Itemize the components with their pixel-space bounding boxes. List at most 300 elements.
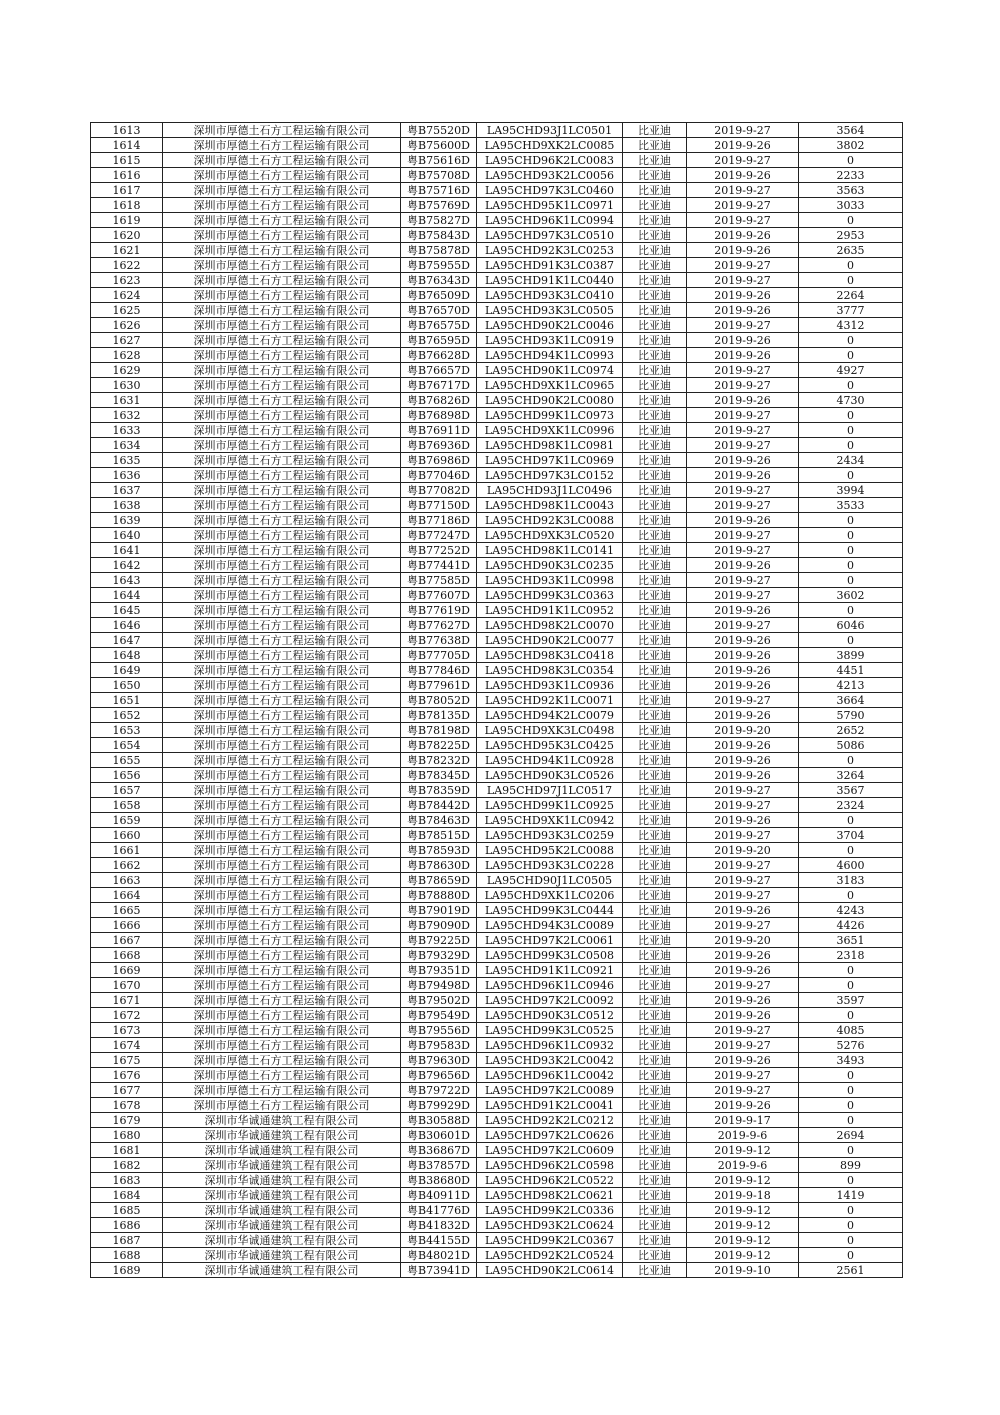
brand-cell: 比亚迪 bbox=[623, 753, 687, 768]
plate-cell: 粤B76570D bbox=[401, 303, 477, 318]
brand-cell: 比亚迪 bbox=[623, 498, 687, 513]
company-cell: 深圳市华诚通建筑工程有限公司 bbox=[163, 1158, 401, 1173]
plate-cell: 粤B30601D bbox=[401, 1128, 477, 1143]
plate-cell: 粤B78463D bbox=[401, 813, 477, 828]
plate-cell: 粤B48021D bbox=[401, 1248, 477, 1263]
row-number-cell: 1664 bbox=[91, 888, 163, 903]
date-cell: 2019-9-26 bbox=[687, 648, 799, 663]
row-number-cell: 1629 bbox=[91, 363, 163, 378]
vin-cell: LA95CHD96K1LC0932 bbox=[477, 1038, 623, 1053]
plate-cell: 粤B76911D bbox=[401, 423, 477, 438]
company-cell: 深圳市华诚通建筑工程有限公司 bbox=[163, 1188, 401, 1203]
company-cell: 深圳市厚德土石方工程运输有限公司 bbox=[163, 363, 401, 378]
company-cell: 深圳市厚德土石方工程运输有限公司 bbox=[163, 588, 401, 603]
date-cell: 2019-9-27 bbox=[687, 918, 799, 933]
brand-cell: 比亚迪 bbox=[623, 348, 687, 363]
date-cell: 2019-9-26 bbox=[687, 1008, 799, 1023]
company-cell: 深圳市厚德土石方工程运输有限公司 bbox=[163, 408, 401, 423]
row-number-cell: 1640 bbox=[91, 528, 163, 543]
date-cell: 2019-9-26 bbox=[687, 813, 799, 828]
company-cell: 深圳市厚德土石方工程运输有限公司 bbox=[163, 318, 401, 333]
table-row bbox=[91, 1263, 903, 1278]
date-cell: 2019-9-20 bbox=[687, 723, 799, 738]
table-row bbox=[91, 1008, 903, 1023]
row-number-cell: 1624 bbox=[91, 288, 163, 303]
vin-cell: LA95CHD97K3LC0460 bbox=[477, 183, 623, 198]
brand-cell: 比亚迪 bbox=[623, 813, 687, 828]
vin-cell: LA95CHD90K2LC0080 bbox=[477, 393, 623, 408]
table-row bbox=[91, 1113, 903, 1128]
company-cell: 深圳市厚德土石方工程运输有限公司 bbox=[163, 768, 401, 783]
vin-cell: LA95CHD93K1LC0998 bbox=[477, 573, 623, 588]
brand-cell: 比亚迪 bbox=[623, 1113, 687, 1128]
brand-cell: 比亚迪 bbox=[623, 153, 687, 168]
row-number-cell: 1651 bbox=[91, 693, 163, 708]
brand-cell: 比亚迪 bbox=[623, 933, 687, 948]
plate-cell: 粤B76898D bbox=[401, 408, 477, 423]
date-cell: 2019-9-20 bbox=[687, 933, 799, 948]
vin-cell: LA95CHD97K2LC0626 bbox=[477, 1128, 623, 1143]
date-cell: 2019-9-27 bbox=[687, 573, 799, 588]
company-cell: 深圳市华诚通建筑工程有限公司 bbox=[163, 1113, 401, 1128]
vin-cell: LA95CHD92K2LC0524 bbox=[477, 1248, 623, 1263]
vin-cell: LA95CHD93K2LC0624 bbox=[477, 1218, 623, 1233]
vin-cell: LA95CHD90K1LC0974 bbox=[477, 363, 623, 378]
row-number-cell: 1656 bbox=[91, 768, 163, 783]
date-cell: 2019-9-12 bbox=[687, 1203, 799, 1218]
company-cell: 深圳市厚德土石方工程运输有限公司 bbox=[163, 423, 401, 438]
table-row bbox=[91, 378, 903, 393]
company-cell: 深圳市厚德土石方工程运输有限公司 bbox=[163, 453, 401, 468]
value-cell: 5086 bbox=[799, 738, 903, 753]
row-number-cell: 1666 bbox=[91, 918, 163, 933]
brand-cell: 比亚迪 bbox=[623, 393, 687, 408]
date-cell: 2019-9-10 bbox=[687, 1263, 799, 1278]
company-cell: 深圳市厚德土石方工程运输有限公司 bbox=[163, 138, 401, 153]
table-row bbox=[91, 168, 903, 183]
row-number-cell: 1638 bbox=[91, 498, 163, 513]
table-row bbox=[91, 393, 903, 408]
date-cell: 2019-9-26 bbox=[687, 333, 799, 348]
vin-cell: LA95CHD92K1LC0071 bbox=[477, 693, 623, 708]
value-cell: 0 bbox=[799, 1248, 903, 1263]
plate-cell: 粤B30588D bbox=[401, 1113, 477, 1128]
value-cell: 4927 bbox=[799, 363, 903, 378]
value-cell: 0 bbox=[799, 603, 903, 618]
table-row bbox=[91, 1173, 903, 1188]
plate-cell: 粤B78880D bbox=[401, 888, 477, 903]
company-cell: 深圳市厚德土石方工程运输有限公司 bbox=[163, 1053, 401, 1068]
plate-cell: 粤B78515D bbox=[401, 828, 477, 843]
brand-cell: 比亚迪 bbox=[623, 1083, 687, 1098]
vin-cell: LA95CHD93K2LC0042 bbox=[477, 1053, 623, 1068]
value-cell: 3493 bbox=[799, 1053, 903, 1068]
plate-cell: 粤B79498D bbox=[401, 978, 477, 993]
vin-cell: LA95CHD9XK3LC0520 bbox=[477, 528, 623, 543]
row-number-cell: 1670 bbox=[91, 978, 163, 993]
value-cell: 0 bbox=[799, 528, 903, 543]
plate-cell: 粤B75843D bbox=[401, 228, 477, 243]
brand-cell: 比亚迪 bbox=[623, 1023, 687, 1038]
table-row bbox=[91, 198, 903, 213]
company-cell: 深圳市厚德土石方工程运输有限公司 bbox=[163, 393, 401, 408]
company-cell: 深圳市厚德土石方工程运输有限公司 bbox=[163, 348, 401, 363]
row-number-cell: 1647 bbox=[91, 633, 163, 648]
date-cell: 2019-9-20 bbox=[687, 843, 799, 858]
brand-cell: 比亚迪 bbox=[623, 903, 687, 918]
vin-cell: LA95CHD97K2LC0089 bbox=[477, 1083, 623, 1098]
company-cell: 深圳市厚德土石方工程运输有限公司 bbox=[163, 663, 401, 678]
date-cell: 2019-9-27 bbox=[687, 798, 799, 813]
table-row bbox=[91, 153, 903, 168]
vin-cell: LA95CHD96K1LC0946 bbox=[477, 978, 623, 993]
date-cell: 2019-9-27 bbox=[687, 1038, 799, 1053]
vin-cell: LA95CHD90K3LC0526 bbox=[477, 768, 623, 783]
vin-cell: LA95CHD9XK1LC0965 bbox=[477, 378, 623, 393]
vin-cell: LA95CHD95K1LC0971 bbox=[477, 198, 623, 213]
table-row bbox=[91, 1023, 903, 1038]
brand-cell: 比亚迪 bbox=[623, 1038, 687, 1053]
value-cell: 0 bbox=[799, 1098, 903, 1113]
row-number-cell: 1662 bbox=[91, 858, 163, 873]
table-row bbox=[91, 633, 903, 648]
company-cell: 深圳市厚德土石方工程运输有限公司 bbox=[163, 753, 401, 768]
date-cell: 2019-9-6 bbox=[687, 1128, 799, 1143]
date-cell: 2019-9-27 bbox=[687, 858, 799, 873]
row-number-cell: 1668 bbox=[91, 948, 163, 963]
vin-cell: LA95CHD98K2LC0070 bbox=[477, 618, 623, 633]
row-number-cell: 1634 bbox=[91, 438, 163, 453]
table-row bbox=[91, 588, 903, 603]
row-number-cell: 1686 bbox=[91, 1218, 163, 1233]
value-cell: 3564 bbox=[799, 123, 903, 138]
plate-cell: 粤B76343D bbox=[401, 273, 477, 288]
plate-cell: 粤B77150D bbox=[401, 498, 477, 513]
company-cell: 深圳市厚德土石方工程运输有限公司 bbox=[163, 603, 401, 618]
date-cell: 2019-9-26 bbox=[687, 348, 799, 363]
value-cell: 0 bbox=[799, 888, 903, 903]
company-cell: 深圳市厚德土石方工程运输有限公司 bbox=[163, 243, 401, 258]
brand-cell: 比亚迪 bbox=[623, 798, 687, 813]
table-row bbox=[91, 1218, 903, 1233]
table-row bbox=[91, 1233, 903, 1248]
row-number-cell: 1644 bbox=[91, 588, 163, 603]
brand-cell: 比亚迪 bbox=[623, 1173, 687, 1188]
company-cell: 深圳市厚德土石方工程运输有限公司 bbox=[163, 1098, 401, 1113]
date-cell: 2019-9-26 bbox=[687, 303, 799, 318]
row-number-cell: 1676 bbox=[91, 1068, 163, 1083]
brand-cell: 比亚迪 bbox=[623, 648, 687, 663]
date-cell: 2019-9-26 bbox=[687, 738, 799, 753]
plate-cell: 粤B79502D bbox=[401, 993, 477, 1008]
plate-cell: 粤B38680D bbox=[401, 1173, 477, 1188]
brand-cell: 比亚迪 bbox=[623, 1068, 687, 1083]
vin-cell: LA95CHD92K3LC0088 bbox=[477, 513, 623, 528]
value-cell: 4730 bbox=[799, 393, 903, 408]
row-number-cell: 1643 bbox=[91, 573, 163, 588]
vin-cell: LA95CHD93K3LC0410 bbox=[477, 288, 623, 303]
value-cell: 0 bbox=[799, 753, 903, 768]
table-row bbox=[91, 498, 903, 513]
vin-cell: LA95CHD99K1LC0925 bbox=[477, 798, 623, 813]
company-cell: 深圳市厚德土石方工程运输有限公司 bbox=[163, 828, 401, 843]
plate-cell: 粤B78593D bbox=[401, 843, 477, 858]
brand-cell: 比亚迪 bbox=[623, 963, 687, 978]
vin-cell: LA95CHD96K1LC0042 bbox=[477, 1068, 623, 1083]
date-cell: 2019-9-26 bbox=[687, 753, 799, 768]
date-cell: 2019-9-27 bbox=[687, 483, 799, 498]
company-cell: 深圳市厚德土石方工程运输有限公司 bbox=[163, 123, 401, 138]
plate-cell: 粤B76717D bbox=[401, 378, 477, 393]
row-number-cell: 1621 bbox=[91, 243, 163, 258]
vin-cell: LA95CHD93K3LC0505 bbox=[477, 303, 623, 318]
value-cell: 0 bbox=[799, 1008, 903, 1023]
plate-cell: 粤B37857D bbox=[401, 1158, 477, 1173]
row-number-cell: 1617 bbox=[91, 183, 163, 198]
date-cell: 2019-9-27 bbox=[687, 873, 799, 888]
brand-cell: 比亚迪 bbox=[623, 1203, 687, 1218]
date-cell: 2019-9-26 bbox=[687, 288, 799, 303]
plate-cell: 粤B78052D bbox=[401, 693, 477, 708]
value-cell: 3899 bbox=[799, 648, 903, 663]
brand-cell: 比亚迪 bbox=[623, 543, 687, 558]
value-cell: 2652 bbox=[799, 723, 903, 738]
vin-cell: LA95CHD91K1LC0952 bbox=[477, 603, 623, 618]
row-number-cell: 1685 bbox=[91, 1203, 163, 1218]
brand-cell: 比亚迪 bbox=[623, 1158, 687, 1173]
brand-cell: 比亚迪 bbox=[623, 423, 687, 438]
brand-cell: 比亚迪 bbox=[623, 468, 687, 483]
table-row bbox=[91, 978, 903, 993]
date-cell: 2019-9-27 bbox=[687, 1083, 799, 1098]
date-cell: 2019-9-27 bbox=[687, 123, 799, 138]
plate-cell: 粤B79722D bbox=[401, 1083, 477, 1098]
company-cell: 深圳市厚德土石方工程运输有限公司 bbox=[163, 288, 401, 303]
table-row bbox=[91, 933, 903, 948]
vin-cell: LA95CHD91K2LC0041 bbox=[477, 1098, 623, 1113]
brand-cell: 比亚迪 bbox=[623, 1128, 687, 1143]
vin-cell: LA95CHD91K3LC0387 bbox=[477, 258, 623, 273]
plate-cell: 粤B77619D bbox=[401, 603, 477, 618]
brand-cell: 比亚迪 bbox=[623, 288, 687, 303]
plate-cell: 粤B41832D bbox=[401, 1218, 477, 1233]
brand-cell: 比亚迪 bbox=[623, 1188, 687, 1203]
value-cell: 4085 bbox=[799, 1023, 903, 1038]
date-cell: 2019-9-27 bbox=[687, 408, 799, 423]
value-cell: 0 bbox=[799, 333, 903, 348]
company-cell: 深圳市厚德土石方工程运输有限公司 bbox=[163, 678, 401, 693]
brand-cell: 比亚迪 bbox=[623, 1008, 687, 1023]
company-cell: 深圳市厚德土石方工程运输有限公司 bbox=[163, 1023, 401, 1038]
value-cell: 4213 bbox=[799, 678, 903, 693]
vin-cell: LA95CHD97K3LC0510 bbox=[477, 228, 623, 243]
date-cell: 2019-9-27 bbox=[687, 498, 799, 513]
row-number-cell: 1675 bbox=[91, 1053, 163, 1068]
date-cell: 2019-9-26 bbox=[687, 228, 799, 243]
date-cell: 2019-9-27 bbox=[687, 318, 799, 333]
company-cell: 深圳市厚德土石方工程运输有限公司 bbox=[163, 378, 401, 393]
date-cell: 2019-9-12 bbox=[687, 1173, 799, 1188]
row-number-cell: 1637 bbox=[91, 483, 163, 498]
date-cell: 2019-9-6 bbox=[687, 1158, 799, 1173]
brand-cell: 比亚迪 bbox=[623, 588, 687, 603]
table-row bbox=[91, 1203, 903, 1218]
company-cell: 深圳市厚德土石方工程运输有限公司 bbox=[163, 783, 401, 798]
table-row bbox=[91, 318, 903, 333]
date-cell: 2019-9-26 bbox=[687, 768, 799, 783]
value-cell: 3533 bbox=[799, 498, 903, 513]
table-row bbox=[91, 963, 903, 978]
value-cell: 0 bbox=[799, 558, 903, 573]
table-row bbox=[91, 903, 903, 918]
table-row bbox=[91, 438, 903, 453]
company-cell: 深圳市厚德土石方工程运输有限公司 bbox=[163, 918, 401, 933]
row-number-cell: 1616 bbox=[91, 168, 163, 183]
date-cell: 2019-9-27 bbox=[687, 978, 799, 993]
value-cell: 3802 bbox=[799, 138, 903, 153]
date-cell: 2019-9-26 bbox=[687, 558, 799, 573]
plate-cell: 粤B75520D bbox=[401, 123, 477, 138]
value-cell: 0 bbox=[799, 153, 903, 168]
date-cell: 2019-9-26 bbox=[687, 453, 799, 468]
table-row bbox=[91, 138, 903, 153]
vin-cell: LA95CHD90K2LC0077 bbox=[477, 633, 623, 648]
plate-cell: 粤B41776D bbox=[401, 1203, 477, 1218]
brand-cell: 比亚迪 bbox=[623, 708, 687, 723]
row-number-cell: 1667 bbox=[91, 933, 163, 948]
value-cell: 0 bbox=[799, 1233, 903, 1248]
date-cell: 2019-9-26 bbox=[687, 903, 799, 918]
value-cell: 0 bbox=[799, 1068, 903, 1083]
plate-cell: 粤B79351D bbox=[401, 963, 477, 978]
plate-cell: 粤B78442D bbox=[401, 798, 477, 813]
plate-cell: 粤B76628D bbox=[401, 348, 477, 363]
vin-cell: LA95CHD90K3LC0235 bbox=[477, 558, 623, 573]
plate-cell: 粤B78345D bbox=[401, 768, 477, 783]
plate-cell: 粤B77252D bbox=[401, 543, 477, 558]
date-cell: 2019-9-26 bbox=[687, 393, 799, 408]
table-row bbox=[91, 738, 903, 753]
value-cell: 0 bbox=[799, 978, 903, 993]
row-number-cell: 1648 bbox=[91, 648, 163, 663]
date-cell: 2019-9-27 bbox=[687, 183, 799, 198]
row-number-cell: 1649 bbox=[91, 663, 163, 678]
brand-cell: 比亚迪 bbox=[623, 1263, 687, 1278]
date-cell: 2019-9-26 bbox=[687, 168, 799, 183]
value-cell: 0 bbox=[799, 273, 903, 288]
date-cell: 2019-9-27 bbox=[687, 783, 799, 798]
row-number-cell: 1654 bbox=[91, 738, 163, 753]
plate-cell: 粤B79656D bbox=[401, 1068, 477, 1083]
table-row bbox=[91, 753, 903, 768]
value-cell: 2953 bbox=[799, 228, 903, 243]
row-number-cell: 1631 bbox=[91, 393, 163, 408]
row-number-cell: 1636 bbox=[91, 468, 163, 483]
brand-cell: 比亚迪 bbox=[623, 513, 687, 528]
table-row bbox=[91, 288, 903, 303]
table-row bbox=[91, 558, 903, 573]
row-number-cell: 1672 bbox=[91, 1008, 163, 1023]
brand-cell: 比亚迪 bbox=[623, 438, 687, 453]
date-cell: 2019-9-12 bbox=[687, 1248, 799, 1263]
table-row bbox=[91, 813, 903, 828]
vin-cell: LA95CHD93K1LC0936 bbox=[477, 678, 623, 693]
vin-cell: LA95CHD99K1LC0973 bbox=[477, 408, 623, 423]
value-cell: 0 bbox=[799, 1218, 903, 1233]
table-row bbox=[91, 573, 903, 588]
company-cell: 深圳市厚德土石方工程运输有限公司 bbox=[163, 228, 401, 243]
company-cell: 深圳市厚德土石方工程运输有限公司 bbox=[163, 483, 401, 498]
table-row bbox=[91, 648, 903, 663]
date-cell: 2019-9-12 bbox=[687, 1233, 799, 1248]
row-number-cell: 1653 bbox=[91, 723, 163, 738]
company-cell: 深圳市厚德土石方工程运输有限公司 bbox=[163, 873, 401, 888]
company-cell: 深圳市厚德土石方工程运输有限公司 bbox=[163, 1083, 401, 1098]
row-number-cell: 1628 bbox=[91, 348, 163, 363]
company-cell: 深圳市厚德土石方工程运输有限公司 bbox=[163, 303, 401, 318]
company-cell: 深圳市厚德土石方工程运输有限公司 bbox=[163, 258, 401, 273]
table-row bbox=[91, 618, 903, 633]
date-cell: 2019-9-12 bbox=[687, 1218, 799, 1233]
brand-cell: 比亚迪 bbox=[623, 618, 687, 633]
table-row bbox=[91, 348, 903, 363]
value-cell: 3777 bbox=[799, 303, 903, 318]
brand-cell: 比亚迪 bbox=[623, 213, 687, 228]
vin-cell: LA95CHD9XK3LC0498 bbox=[477, 723, 623, 738]
row-number-cell: 1689 bbox=[91, 1263, 163, 1278]
company-cell: 深圳市厚德土石方工程运输有限公司 bbox=[163, 963, 401, 978]
date-cell: 2019-9-27 bbox=[687, 423, 799, 438]
plate-cell: 粤B75716D bbox=[401, 183, 477, 198]
date-cell: 2019-9-27 bbox=[687, 1068, 799, 1083]
company-cell: 深圳市厚德土石方工程运输有限公司 bbox=[163, 1008, 401, 1023]
company-cell: 深圳市厚德土石方工程运输有限公司 bbox=[163, 528, 401, 543]
row-number-cell: 1683 bbox=[91, 1173, 163, 1188]
value-cell: 0 bbox=[799, 213, 903, 228]
brand-cell: 比亚迪 bbox=[623, 363, 687, 378]
value-cell: 3602 bbox=[799, 588, 903, 603]
brand-cell: 比亚迪 bbox=[623, 1218, 687, 1233]
table-row bbox=[91, 663, 903, 678]
brand-cell: 比亚迪 bbox=[623, 723, 687, 738]
brand-cell: 比亚迪 bbox=[623, 1248, 687, 1263]
date-cell: 2019-9-27 bbox=[687, 693, 799, 708]
vin-cell: LA95CHD94K2LC0079 bbox=[477, 708, 623, 723]
company-cell: 深圳市华诚通建筑工程有限公司 bbox=[163, 1203, 401, 1218]
value-cell: 1419 bbox=[799, 1188, 903, 1203]
row-number-cell: 1650 bbox=[91, 678, 163, 693]
brand-cell: 比亚迪 bbox=[623, 1233, 687, 1248]
company-cell: 深圳市厚德土石方工程运输有限公司 bbox=[163, 648, 401, 663]
date-cell: 2019-9-26 bbox=[687, 603, 799, 618]
company-cell: 深圳市华诚通建筑工程有限公司 bbox=[163, 1128, 401, 1143]
date-cell: 2019-9-27 bbox=[687, 1023, 799, 1038]
company-cell: 深圳市厚德土石方工程运输有限公司 bbox=[163, 513, 401, 528]
company-cell: 深圳市厚德土石方工程运输有限公司 bbox=[163, 213, 401, 228]
value-cell: 0 bbox=[799, 348, 903, 363]
company-cell: 深圳市厚德土石方工程运输有限公司 bbox=[163, 738, 401, 753]
company-cell: 深圳市厚德土石方工程运输有限公司 bbox=[163, 438, 401, 453]
date-cell: 2019-9-27 bbox=[687, 828, 799, 843]
plate-cell: 粤B79329D bbox=[401, 948, 477, 963]
table-row bbox=[91, 693, 903, 708]
brand-cell: 比亚迪 bbox=[623, 243, 687, 258]
company-cell: 深圳市厚德土石方工程运输有限公司 bbox=[163, 468, 401, 483]
plate-cell: 粤B77846D bbox=[401, 663, 477, 678]
value-cell: 0 bbox=[799, 1113, 903, 1128]
date-cell: 2019-9-27 bbox=[687, 198, 799, 213]
plate-cell: 粤B79556D bbox=[401, 1023, 477, 1038]
